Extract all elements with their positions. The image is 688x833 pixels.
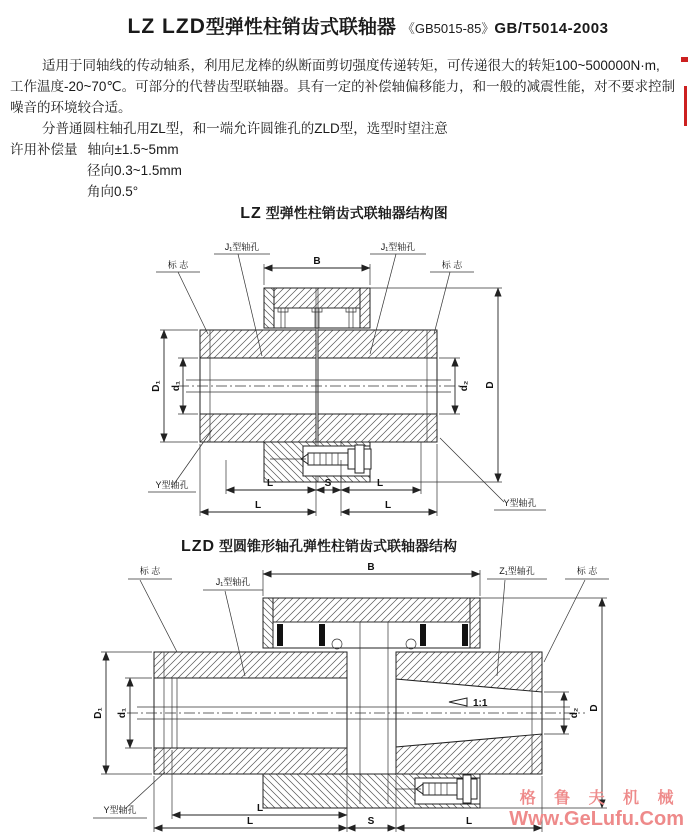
fig1-label-y-right: Y型轴孔 <box>503 498 537 508</box>
intro-line-1: 适用于同轴线的传动轴系，利用尼龙棒的纵断面剪切强度传递转矩，可传递很大的转矩100~500000N·m, <box>42 58 660 73</box>
red-edge-mark-top <box>681 57 688 62</box>
red-edge-mark-bottom <box>684 86 687 126</box>
fig1-flange-section <box>264 442 371 482</box>
fig1-sleeve-section <box>264 288 370 328</box>
intro-line-4: 分普通圆柱轴孔用ZL型，和一端允许圆锥孔的ZLD型，选型时望注意 <box>42 121 448 136</box>
standard-new: GB/T5014-2003 <box>494 20 609 37</box>
fig2-label-j1: J₁型轴孔 <box>215 577 251 587</box>
title-cjk: 型弹性柱销齿式联轴器 <box>205 17 396 38</box>
fig1-dim-label-b: B <box>313 256 321 267</box>
watermark-brand: 格 鲁 夫 机 械 <box>519 789 681 807</box>
fig2-dim-label-b: B <box>367 562 375 573</box>
fig2-dim-label-s: S <box>367 816 375 827</box>
compensation-radial: 径向0.3~1.5mm <box>87 163 182 178</box>
fig1-label-j1-right: J₁型轴孔 <box>380 242 416 252</box>
fig2-label-z1: Z₁型轴孔 <box>499 566 535 576</box>
fig1-dimension-B <box>264 256 370 285</box>
standard-old: 《GB5015-85》 <box>401 21 495 36</box>
fig1-label-j1-left: J₁型轴孔 <box>224 242 260 252</box>
fig1-dim-label-l4: L <box>384 500 392 511</box>
fig2-dim-label-d2: d₂ <box>569 707 580 719</box>
fig1-dim-label-s: S <box>324 478 332 489</box>
fig2-dim-label-d1-outer: D₁ <box>93 707 104 719</box>
fig2-dim-label-d1: d₁ <box>117 707 128 719</box>
figure1-title-rest: 型弹性柱销齿式联轴器结构图 <box>265 205 448 221</box>
fig1-dim-label-l2: L <box>376 478 384 489</box>
figure1-title <box>0 203 688 223</box>
intro-line-2: 工作温度-20~70℃。可部分的代替齿型联轴器。具有一定的补偿轴偏移能力，和一般的减震性能，对不要求控制 <box>10 79 676 94</box>
fig1-label-mark-left: 标 志 <box>167 260 189 270</box>
figure1-drawing <box>120 228 580 528</box>
watermark <box>509 790 684 831</box>
fig2-taper-label: 1:1 <box>473 698 488 709</box>
fig2-label-mark-left: 标 志 <box>139 566 161 576</box>
fig2-dim-label-l1: L <box>256 803 264 814</box>
fig2-sleeve-section <box>263 598 480 649</box>
fig1-dim-label-d-outer: D <box>485 381 496 389</box>
fig1-dim-label-d1-outer: D₁ <box>151 380 162 392</box>
fig1-dim-label-l1: L <box>266 478 274 489</box>
fig2-dim-label-l2: L <box>246 816 254 827</box>
compensation-axial: 轴向±1.5~5mm <box>87 142 179 157</box>
intro-paragraph <box>10 55 682 202</box>
fig2-label-mark-right: 标 志 <box>576 566 598 576</box>
title-code: LZ LZD <box>127 15 206 38</box>
figure2-title-rest: 型圆锥形轴孔弹性柱销齿式联轴器结构 <box>219 538 458 554</box>
fig2-label-y: Y型轴孔 <box>103 805 137 815</box>
fig2-dim-label-d-outer: D <box>589 704 600 712</box>
fig1-dim-label-l3: L <box>254 500 262 511</box>
fig1-dim-label-d1: d₁ <box>171 380 182 392</box>
figure2-title <box>0 536 688 556</box>
watermark-url: Www.GeLufu.Com <box>509 808 684 830</box>
fig1-dim-label-d2: d₂ <box>459 380 470 392</box>
fig1-label-y-left: Y型轴孔 <box>155 480 189 490</box>
compensation-angular: 角向0.5° <box>87 184 139 199</box>
compensation-label: 许用补偿量 <box>10 142 78 157</box>
fig2-dim-label-l3: L <box>465 816 473 827</box>
figure1-title-code: LZ <box>240 205 262 222</box>
figure2-title-code: LZD <box>180 538 216 555</box>
fig2-dimension-B <box>263 562 480 596</box>
compensation-line <box>10 139 682 160</box>
page-title <box>0 12 688 39</box>
fig1-label-mark-right: 标 志 <box>441 260 463 270</box>
fig2-flange-section <box>263 774 480 808</box>
intro-line-3: 噪音的环境较合适。 <box>10 100 132 115</box>
